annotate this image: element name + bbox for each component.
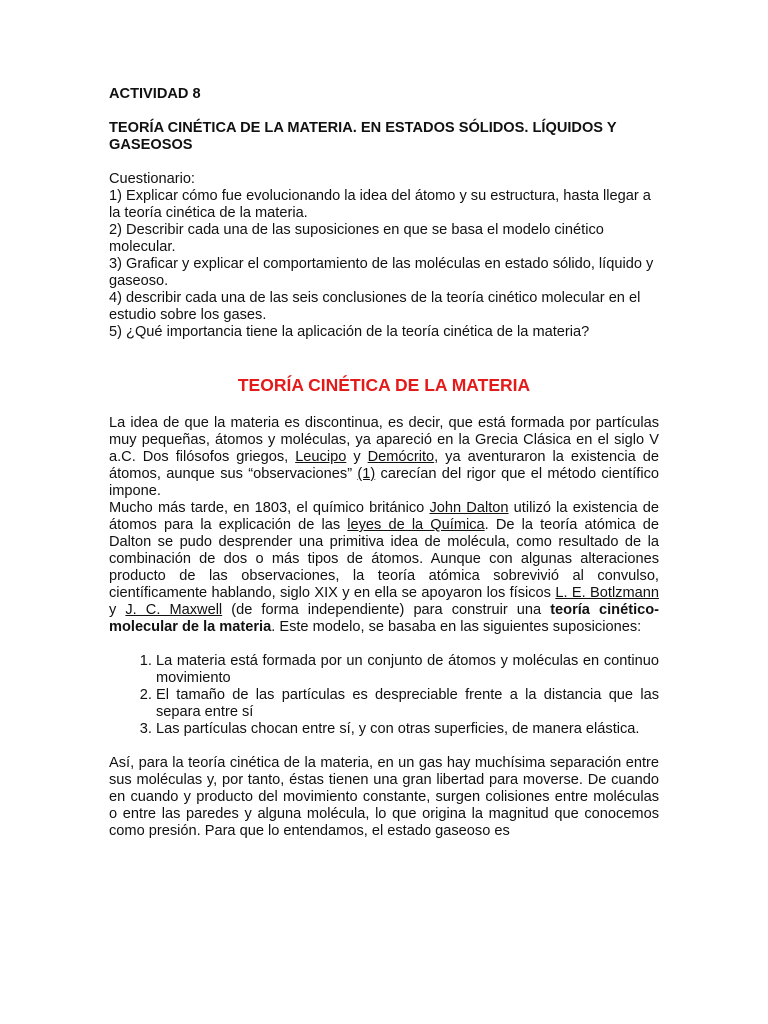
section-heading: TEORÍA CINÉTICA DE LA MATERIA (237, 375, 531, 395)
questionnaire-label: Cuestionario: (109, 171, 195, 187)
link-boltzmann[interactable]: L. E. Botlzmann (555, 585, 659, 601)
link-leucipo[interactable]: Leucipo (295, 449, 347, 465)
text-run: utilizó la existencia de átomos para la explicación de las (109, 500, 660, 533)
question-item: 3) Graficar y explicar el comportamiento de las moléculas en estado sólido, líquido y gaseoso. (109, 256, 654, 289)
text-run: (de forma independiente) para construir una (222, 602, 551, 618)
questionnaire (109, 171, 659, 341)
text-run: y (346, 449, 368, 465)
question-item: 1) Explicar cómo fue evolucionando la idea del átomo y su estructura, hasta llegar a la teoría cinética de la materia. (109, 188, 651, 221)
text-run: . Este modelo, se basaba en las siguientes suposiciones: (271, 619, 642, 635)
paragraph-gas: Así, para la teoría cinética de la materia, en un gas hay muchísima separación entre sus moléculas y, por tanto, éstas tienen una gran libertad para moverse. De cuando en cuando y producto del movimiento constante, surgen colisiones entre moléculas o entre las paredes y alguna molécula, lo que origina la magnitud que conocemos como presión. Para que lo entendamos, el estado gaseoso es (109, 755, 659, 839)
activity-title: ACTIVIDAD 8 (109, 86, 201, 102)
paragraph-dalton (109, 500, 659, 636)
link-leyes-quimica[interactable]: leyes de la Química (347, 517, 485, 533)
text-run: carecían del rigor que el método científico impone. (109, 466, 659, 499)
footnote-ref-1[interactable]: (1) (357, 466, 376, 482)
suppositions-list (109, 653, 659, 738)
text-run: . De la teoría atómica de Dalton se pudo desprender una primitiva idea de molécula, como resultado de la combinación de dos o más tipos de átomos. Aunque con algunas alteraciones producto de las observaciones, la teoría atómica sobrevivió al convulso, científicamente hablando, siglo XIX y en ella se apoyaron los físicos (109, 517, 659, 601)
question-item: 2) Describir cada una de las suposiciones en que se basa el modelo cinético molecular. (109, 222, 604, 255)
text-run: La idea de que la materia es discontinua, es decir, que está formada por partículas muy pequeñas, átomos y moléculas, ya apareció en la Grecia Clásica en el siglo V a.C. Dos filósofos griegos, (109, 415, 659, 465)
emphasis-theory: teoría cinético-molecular de la materia (109, 602, 660, 635)
text-run: , ya aventuraron la existencia de átomos, aunque sus “observaciones” (109, 449, 659, 482)
list-item: 2. El tamaño de las partículas es despreciable frente a la distancia que las separa entre sí (156, 687, 659, 721)
document-subtitle: TEORÍA CINÉTICA DE LA MATERIA. EN ESTADOS SÓLIDOS. LÍQUIDOS Y GASEOSOS (109, 120, 617, 153)
list-item: 3. Las partículas chocan entre sí, y con otras superficies, de manera elástica. (156, 721, 659, 738)
text-run: Mucho más tarde, en 1803, el químico británico (109, 500, 430, 516)
list-item: 1. La materia está formada por un conjunto de átomos y moléculas en continuo movimiento (156, 653, 659, 687)
link-john-dalton[interactable]: John Dalton (429, 500, 509, 516)
paragraph-greek-atomism (109, 415, 659, 500)
document-page (109, 86, 659, 840)
text-run: y (109, 602, 126, 618)
link-maxwell[interactable]: J. C. Maxwell (125, 602, 223, 618)
question-item: 5) ¿Qué importancia tiene la aplicación de la teoría cinética de la materia? (109, 324, 590, 340)
question-item: 4) describir cada una de las seis conclusiones de la teoría cinético molecular en el estudio sobre los gases. (109, 290, 641, 323)
link-democrito[interactable]: Demócrito (367, 449, 435, 465)
